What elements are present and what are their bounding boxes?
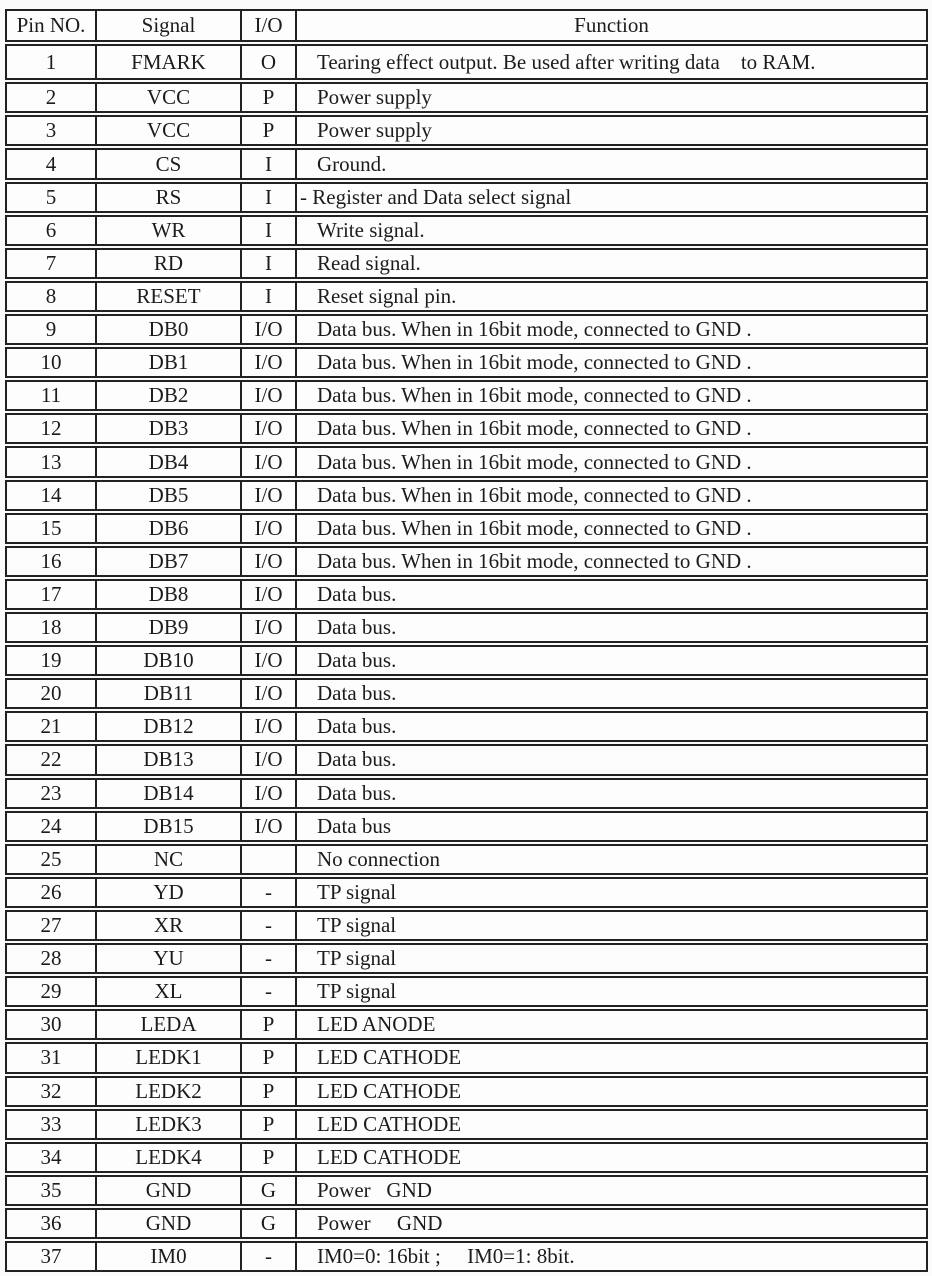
function-cell: TP signal: [317, 979, 397, 1004]
function-cell: Data bus.: [317, 681, 397, 706]
table-row: [5, 711, 928, 742]
pin-cell: 30: [7, 1011, 97, 1038]
table-row: [5, 678, 928, 709]
io-cell: I/O: [242, 780, 297, 807]
pin-cell: 11: [7, 382, 97, 409]
pin-cell: 34: [7, 1144, 97, 1171]
io-cell: I/O: [242, 482, 297, 509]
signal-cell: XR: [97, 912, 242, 939]
table-row: [5, 811, 928, 842]
pin-cell: 23: [7, 780, 97, 807]
function-cell: Data bus. When in 16bit mode, connected to GND .: [317, 416, 752, 441]
io-cell: P: [242, 84, 297, 111]
signal-cell: DB1: [97, 349, 242, 376]
pin-cell: 6: [7, 217, 97, 244]
function-cell: LED ANODE: [317, 1012, 436, 1037]
table-row: [5, 314, 928, 345]
pin-cell: 20: [7, 680, 97, 707]
table-row: [5, 579, 928, 610]
table-row: [5, 380, 928, 411]
signal-cell: LEDK3: [97, 1111, 242, 1138]
function-cell: Data bus.: [317, 747, 397, 772]
function-cell: IM0=0: 16bit ; IM0=1: 8bit.: [317, 1244, 575, 1269]
table-row: [5, 248, 928, 279]
pin-cell: 37: [7, 1243, 97, 1270]
function-cell: Data bus: [317, 813, 392, 838]
signal-cell: LEDA: [97, 1011, 242, 1038]
signal-cell: GND: [97, 1177, 242, 1204]
table-row: [5, 115, 928, 146]
function-cell: Data bus. When in 16bit mode, connected to GND .: [317, 449, 752, 474]
signal-cell: IM0: [97, 1243, 242, 1270]
table-row: [5, 347, 928, 378]
pin-cell: 14: [7, 482, 97, 509]
signal-cell: XL: [97, 978, 242, 1005]
io-cell: -: [242, 1243, 297, 1270]
io-cell: I/O: [242, 581, 297, 608]
signal-cell: CS: [97, 150, 242, 177]
signal-cell: DB2: [97, 382, 242, 409]
signal-cell: RESET: [97, 283, 242, 310]
function-cell: Read signal.: [317, 250, 421, 275]
table-row: [5, 1109, 928, 1140]
io-cell: -: [242, 879, 297, 906]
pin-cell: 1: [7, 46, 97, 78]
signal-cell: DB9: [97, 614, 242, 641]
io-cell: I/O: [242, 316, 297, 343]
function-cell: LED CATHODE: [317, 1078, 462, 1103]
table-row: [5, 1076, 928, 1107]
pin-cell: 32: [7, 1078, 97, 1105]
pin-cell: 4: [7, 150, 97, 177]
function-cell: Data bus.: [317, 581, 397, 606]
io-cell: I/O: [242, 548, 297, 575]
function-cell: Write signal.: [317, 217, 425, 242]
pin-cell: 19: [7, 647, 97, 674]
io-cell: I/O: [242, 746, 297, 773]
header-function: Function: [574, 13, 649, 38]
table-row: [5, 215, 928, 246]
function-cell: Power supply: [317, 118, 432, 143]
function-cell: - Register and Data select signal: [300, 184, 572, 209]
signal-cell: DB14: [97, 780, 242, 807]
io-cell: I/O: [242, 448, 297, 475]
table-row: [5, 778, 928, 809]
io-cell: I/O: [242, 382, 297, 409]
io-cell: I/O: [242, 680, 297, 707]
function-cell: Data bus. When in 16bit mode, connected to GND .: [317, 515, 752, 540]
io-cell: P: [242, 1111, 297, 1138]
function-cell: Data bus. When in 16bit mode, connected to GND .: [317, 317, 752, 342]
pin-description-table: [5, 9, 928, 1272]
table-row: [5, 1009, 928, 1040]
table-row: [5, 1208, 928, 1239]
function-cell: Ground.: [317, 151, 387, 176]
table-row: [5, 182, 928, 213]
io-cell: -: [242, 912, 297, 939]
signal-cell: RD: [97, 250, 242, 277]
signal-cell: DB12: [97, 713, 242, 740]
table-header-row: [5, 9, 928, 42]
signal-cell: FMARK: [97, 46, 242, 78]
table-row: [5, 1042, 928, 1073]
function-cell: TP signal: [317, 913, 397, 938]
header-pin-no: Pin NO.: [7, 11, 97, 40]
pin-cell: 17: [7, 581, 97, 608]
function-cell: TP signal: [317, 879, 397, 904]
function-cell: LED CATHODE: [317, 1111, 462, 1136]
function-cell: Data bus.: [317, 615, 397, 640]
signal-cell: YU: [97, 945, 242, 972]
function-cell: TP signal: [317, 946, 397, 971]
io-cell: I: [242, 283, 297, 310]
io-cell: I: [242, 150, 297, 177]
pin-cell: 21: [7, 713, 97, 740]
pin-cell: 2: [7, 84, 97, 111]
pin-cell: 16: [7, 548, 97, 575]
function-cell: Data bus.: [317, 648, 397, 673]
pin-cell: 25: [7, 846, 97, 873]
io-cell: [242, 846, 297, 873]
function-cell: Data bus. When in 16bit mode, connected to GND .: [317, 383, 752, 408]
table-row: [5, 513, 928, 544]
pin-cell: 18: [7, 614, 97, 641]
pin-cell: 31: [7, 1044, 97, 1071]
signal-cell: DB8: [97, 581, 242, 608]
table-row: [5, 446, 928, 477]
function-cell: Power supply: [317, 85, 432, 110]
function-cell: Data bus. When in 16bit mode, connected to GND .: [317, 482, 752, 507]
table-row: [5, 910, 928, 941]
table-row: [5, 44, 928, 80]
table-row: [5, 546, 928, 577]
table-row: [5, 943, 928, 974]
pin-cell: 22: [7, 746, 97, 773]
function-cell: LED CATHODE: [317, 1144, 462, 1169]
signal-cell: DB15: [97, 813, 242, 840]
signal-cell: LEDK4: [97, 1144, 242, 1171]
io-cell: G: [242, 1177, 297, 1204]
io-cell: I: [242, 250, 297, 277]
function-cell: Tearing effect output. Be used after writing data to RAM.: [317, 49, 816, 74]
signal-cell: VCC: [97, 84, 242, 111]
table-row: [5, 1241, 928, 1272]
io-cell: I/O: [242, 614, 297, 641]
pin-cell: 3: [7, 117, 97, 144]
io-cell: P: [242, 1144, 297, 1171]
function-cell: Data bus. When in 16bit mode, connected to GND .: [317, 548, 752, 573]
signal-cell: GND: [97, 1210, 242, 1237]
io-cell: G: [242, 1210, 297, 1237]
table-row: [5, 1175, 928, 1206]
function-cell: Data bus. When in 16bit mode, connected to GND .: [317, 350, 752, 375]
io-cell: I: [242, 217, 297, 244]
io-cell: I/O: [242, 515, 297, 542]
pin-cell: 33: [7, 1111, 97, 1138]
io-cell: P: [242, 117, 297, 144]
function-cell: LED CATHODE: [317, 1045, 462, 1070]
table-row: [5, 480, 928, 511]
signal-cell: WR: [97, 217, 242, 244]
pin-cell: 24: [7, 813, 97, 840]
io-cell: I/O: [242, 415, 297, 442]
function-cell: Power GND: [317, 1211, 443, 1236]
function-cell: Power GND: [317, 1177, 432, 1202]
pin-cell: 7: [7, 250, 97, 277]
io-cell: P: [242, 1078, 297, 1105]
function-cell: Data bus.: [317, 714, 397, 739]
pin-cell: 15: [7, 515, 97, 542]
signal-cell: DB6: [97, 515, 242, 542]
io-cell: I/O: [242, 349, 297, 376]
io-cell: P: [242, 1044, 297, 1071]
table-row: [5, 1142, 928, 1173]
function-cell: Reset signal pin.: [317, 283, 457, 308]
signal-cell: DB11: [97, 680, 242, 707]
table-row: [5, 148, 928, 179]
pin-cell: 5: [7, 184, 97, 211]
io-cell: I/O: [242, 647, 297, 674]
pin-cell: 9: [7, 316, 97, 343]
signal-cell: DB3: [97, 415, 242, 442]
signal-cell: DB5: [97, 482, 242, 509]
pin-cell: 27: [7, 912, 97, 939]
signal-cell: VCC: [97, 117, 242, 144]
header-signal: Signal: [97, 11, 242, 40]
signal-cell: DB0: [97, 316, 242, 343]
io-cell: I/O: [242, 713, 297, 740]
signal-cell: DB10: [97, 647, 242, 674]
function-cell: Data bus.: [317, 780, 397, 805]
signal-cell: RS: [97, 184, 242, 211]
io-cell: I/O: [242, 813, 297, 840]
pin-cell: 26: [7, 879, 97, 906]
table-row: [5, 612, 928, 643]
signal-cell: DB4: [97, 448, 242, 475]
pin-cell: 29: [7, 978, 97, 1005]
pin-cell: 35: [7, 1177, 97, 1204]
table-row: [5, 281, 928, 312]
io-cell: -: [242, 945, 297, 972]
signal-cell: DB13: [97, 746, 242, 773]
pin-cell: 36: [7, 1210, 97, 1237]
signal-cell: LEDK2: [97, 1078, 242, 1105]
pin-cell: 13: [7, 448, 97, 475]
table-row: [5, 645, 928, 676]
table-row: [5, 744, 928, 775]
io-cell: O: [242, 46, 297, 78]
signal-cell: LEDK1: [97, 1044, 242, 1071]
table-row: [5, 844, 928, 875]
signal-cell: NC: [97, 846, 242, 873]
function-cell: No connection: [317, 846, 441, 871]
pin-cell: 10: [7, 349, 97, 376]
table-row: [5, 413, 928, 444]
table-row: [5, 82, 928, 113]
io-cell: I: [242, 184, 297, 211]
pin-cell: 12: [7, 415, 97, 442]
io-cell: P: [242, 1011, 297, 1038]
table-row: [5, 976, 928, 1007]
pin-cell: 8: [7, 283, 97, 310]
io-cell: -: [242, 978, 297, 1005]
table-row: [5, 877, 928, 908]
signal-cell: YD: [97, 879, 242, 906]
signal-cell: DB7: [97, 548, 242, 575]
pin-cell: 28: [7, 945, 97, 972]
header-io: I/O: [242, 11, 297, 40]
